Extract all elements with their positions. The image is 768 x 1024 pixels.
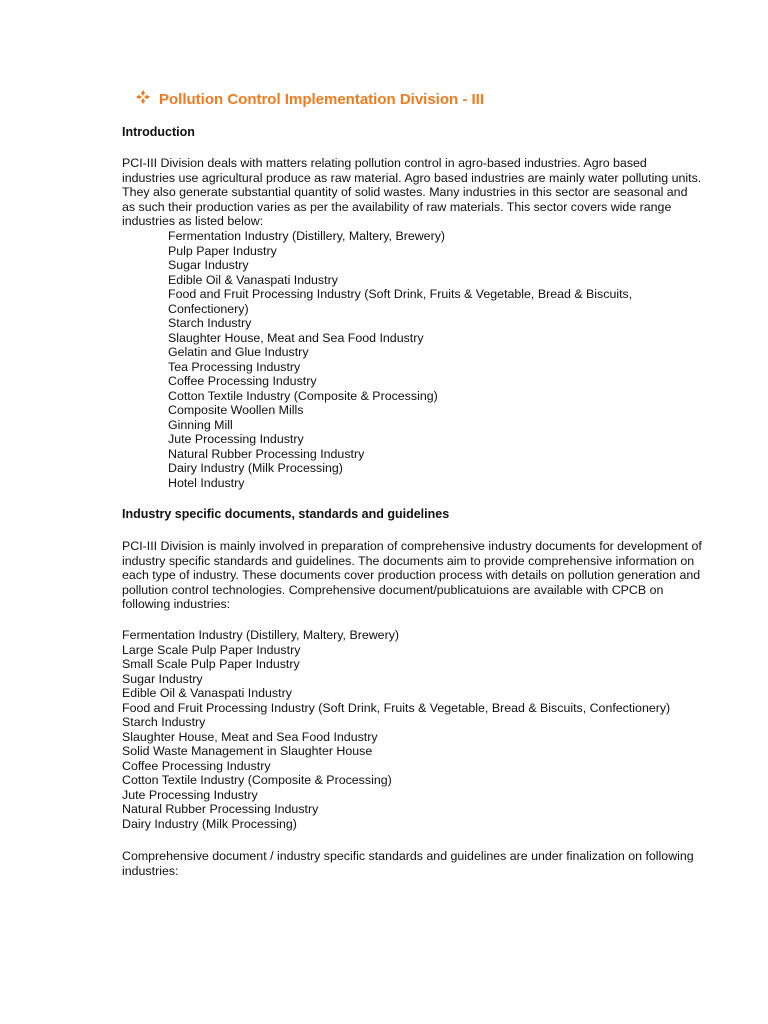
list-item: Tea Processing Industry: [168, 359, 301, 374]
documents-industries-list: [122, 628, 722, 831]
agro-industries-list: [168, 229, 668, 490]
closing-paragraph: Comprehensive document / industry specific standards and guidelines are under finalization on following industries:: [122, 849, 694, 878]
list-item: Pulp Paper Industry: [168, 243, 277, 258]
list-item: Sugar Industry: [168, 258, 249, 272]
page-title-text: Pollution Control Implementation Division - III: [159, 91, 484, 108]
list-item: Edible Oil & Vanaspati Industry: [168, 272, 338, 287]
diamond-bullet-icon: [136, 90, 150, 108]
list-item: Large Scale Pulp Paper Industry: [122, 642, 301, 657]
list-item: Food and Fruit Processing Industry (Soft Drink, Fruits & Vegetable, Bread & Biscuits, Confectionery): [122, 700, 671, 715]
list-item: Fermentation Industry (Distillery, Maltery, Brewery): [168, 229, 446, 243]
list-item: Starch Industry: [122, 715, 206, 729]
list-item: Fermentation Industry (Distillery, Maltery, Brewery): [122, 628, 400, 642]
list-item: Small Scale Pulp Paper Industry: [122, 657, 300, 671]
list-item: Coffee Processing Industry: [168, 374, 317, 388]
documents-paragraph: PCI-III Division is mainly involved in preparation of comprehensive industry documents for development of industry specific standards and guidelines. The documents aim to provide comprehensive information on each type of industry. These documents cover production process with details on pollution generation and pollution control technologies. Comprehensive document/publicatuions are available with CPCB on following industries:: [122, 539, 702, 612]
list-item: Solid Waste Management in Slaughter House: [122, 744, 373, 758]
list-item: Edible Oil & Vanaspati Industry: [122, 686, 292, 700]
introduction-heading: Introduction: [122, 125, 195, 139]
list-item: Starch Industry: [168, 316, 252, 330]
list-item: Coffee Processing Industry: [122, 758, 271, 773]
list-item: Gelatin and Glue Industry: [168, 345, 309, 359]
list-item: Hotel Industry: [168, 475, 245, 490]
list-item: Slaughter House, Meat and Sea Food Industry: [168, 330, 424, 345]
list-item: Natural Rubber Processing Industry: [168, 446, 365, 461]
list-item: Cotton Textile Industry (Composite & Processing): [122, 773, 392, 787]
list-item: Cotton Textile Industry (Composite & Processing): [168, 388, 438, 403]
list-item: Sugar Industry: [122, 671, 203, 686]
list-item: Natural Rubber Processing Industry: [122, 802, 319, 816]
page-title: [136, 90, 484, 108]
list-item: Jute Processing Industry: [168, 432, 304, 446]
list-item: Dairy Industry (Milk Processing): [168, 461, 343, 475]
introduction-paragraph: PCI-III Division deals with matters relating pollution control in agro-based industries. Agro based industries use agricultural produce as raw material. Agro based industries are mainly water polluting units. They also generate substantial quantity of solid wastes. Many industries in this sector are seasonal and as such their production varies as per the availability of raw materials. This sector covers wide range industries as listed below:: [122, 156, 702, 229]
list-item: Dairy Industry (Milk Processing): [122, 816, 297, 831]
documents-heading: Industry specific documents, standards and guidelines: [122, 507, 450, 521]
list-item: Food and Fruit Processing Industry (Soft Drink, Fruits & Vegetable, Bread & Biscuits, Confectionery): [168, 287, 633, 316]
list-item: Slaughter House, Meat and Sea Food Industry: [122, 729, 378, 744]
list-item: Ginning Mill: [168, 417, 233, 432]
list-item: Composite Woollen Mills: [168, 403, 304, 417]
list-item: Jute Processing Industry: [122, 787, 258, 802]
